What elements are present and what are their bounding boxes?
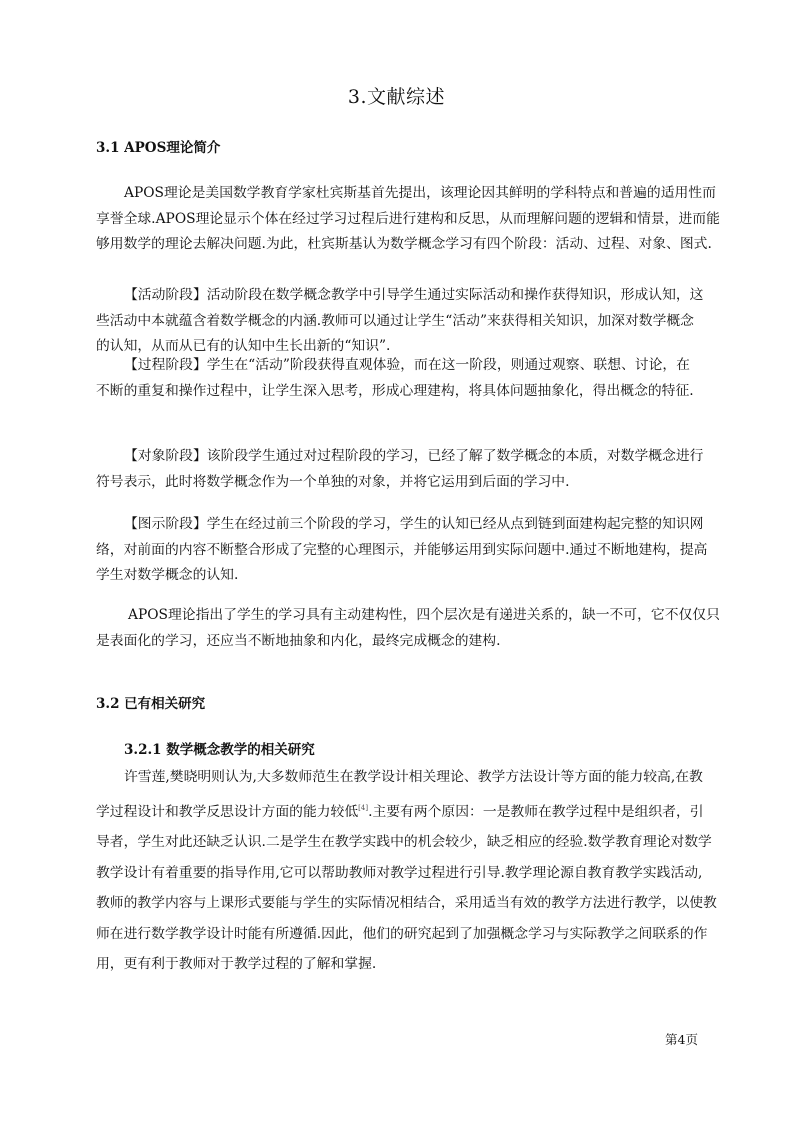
text-line: 不断的重复和操作过程中，让学生深入思考，形成心理建构，将具体问题抽象化，得出概念的特征. [96,382,694,399]
paragraph-schema-stage [96,512,720,589]
text-line [96,793,720,828]
paragraph-related-research [96,762,720,980]
section-heading-3-2: 3.2 已有相关研究 [96,696,206,712]
page-number: 第4页 [665,1032,698,1047]
paragraph-apos-summary [96,603,720,654]
text-line: 的认知，从而从已有的认知中生长出新的“知识”. [96,338,391,354]
text-line: 符号表示，此时将数学概念作为一个单独的对象，并将它运用到后面的学习中. [96,473,570,490]
text-line: 些活动中本就蕴含着数学概念的内涵.教师可以通过让学生“活动”来获得相关知识，加深对数学概念 [96,312,694,329]
text-line: 享誉全球.APOS理论显示个体在经过学习过程后进行建构和反思，从而理解问题的逻辑和情景，进而能 [96,210,720,227]
text-line: 是表面化的学习，还应当不断地抽象和内化，最终完成概念的建构. [96,632,501,649]
text-line: 络，对前面的内容不断整合形成了完整的心理图示，并能够运用到实际问题中.通过不断地建构，提高 [96,541,708,558]
text-line: 导者，学生对此还缺乏认识.二是学生在教学实践中的机会较少，缺乏相应的经验.数学教育理论对数学 [96,834,712,850]
text-segment: .主要有两个原因：一是教师在教学过程中是组织者，引 [368,803,704,820]
paragraph-apos-intro [96,181,720,258]
text-line: APOS理论是美国数学教育学家杜宾斯基首先提出，该理论因其鲜明的学科特点和普遍的适用性而 [124,185,716,201]
text-line: 学生对数学概念的认知. [96,567,239,583]
section-heading-3-1: 3.1 APOS理论简介 [96,140,221,156]
text-line: 用，更有利于教师对于教学过程的了解和掌握. [96,956,377,972]
text-line: 够用数学的理论去解决问题.为此，杜宾斯基认为数学概念学习有四个阶段：活动、过程、对象、图式. [96,236,712,252]
chapter-title: 3.文献综述 [347,86,446,108]
paragraph-object-stage [96,444,720,495]
text-line: APOS理论指出了学生的学习具有主动建构性，四个层次是有递进关系的，缺一不可，它不仅仅只 [128,607,720,623]
text-segment: 学过程设计和教学反思设计方面的能力较低 [96,803,359,820]
paragraph-process-stage [96,353,720,404]
text-line: 教师的教学内容与上课形式要能与学生的实际情况相结合，采用适当有效的教学方法进行教学，以使教 [96,895,717,911]
text-line: 许雪莲,樊晓明则认为,大多数师范生在教学设计相关理论、教学方法设计等方面的能力较高,在教 [124,769,703,785]
text-line: 师在进行数学教学设计时能有所遵循.因此，他们的研究起到了加强概念学习与实际教学之间联系的作 [96,925,708,942]
text-line: 教学设计有着重要的指导作用,它可以帮助教师对教学过程进行引导.教学理论源自教育教学实践活动, [96,864,703,881]
text-line: 【对象阶段】该阶段学生通过对过程阶段的学习，已经了解了数学概念的本质，对数学概念进行 [124,448,704,464]
paragraph-activity-stage [96,283,720,360]
citation-ref: [4] [358,803,369,812]
subsection-heading-3-2-1: 3.2.1 数学概念教学的相关研究 [124,742,315,758]
text-line: 【活动阶段】活动阶段在数学概念教学中引导学生通过实际活动和操作获得知识，形成认知，这 [124,287,704,303]
text-line: 【图示阶段】学生在经过前三个阶段的学习，学生的认知已经从点到链到面建构起完整的知识网 [124,516,704,532]
text-line: 【过程阶段】学生在“活动”阶段获得直观体验，而在这一阶段，则通过观察、联想、讨论，在 [124,357,690,373]
